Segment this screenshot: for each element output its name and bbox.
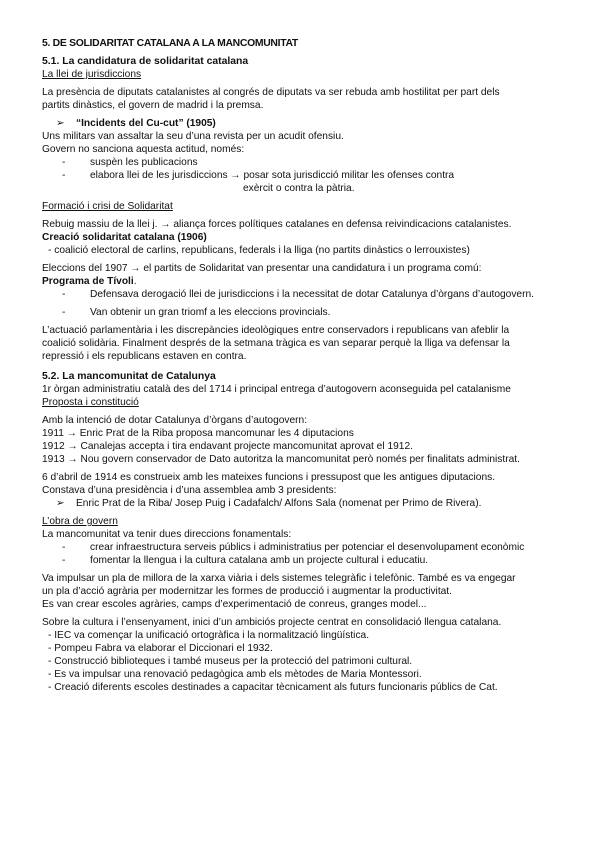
paragraph-line: 6 d’abril de 1914 es construeix amb les mateixes funcions i pressupost que les antigues diputacions. (42, 472, 496, 483)
paragraph-line: 1r òrgan administratiu català des del 1714 i principal entrega d’autogovern aconseguida pel catalanisme (42, 384, 511, 395)
paragraph-line: repressió i els republicans estaven en contra. (42, 351, 247, 362)
dash-list-item: - Defensava derogació llei de jurisdiccions i la necessitat de dotar Catalunya d’òrgans d’autogovern. (42, 288, 567, 301)
culture-list-item: - Creació diferents escoles destinades a capacitar tècnicament als futurs funcionaris públics de Cat. (48, 682, 498, 693)
culture-list-item: - Pompeu Fabra va elaborar el Diccionari el 1932. (48, 643, 273, 654)
paragraph-line: Rebuig massiu de la llei j. → aliança forces polítiques catalanes en defensa reivindicacions catalanistes. (42, 219, 512, 230)
paragraph-line: Eleccions del 1907 → el partits de Solidaritat van presentar una candidatura i un programa comú: (42, 263, 482, 274)
document-title: 5. DE SOLIDARITAT CATALANA A LA MANCOMUNITAT (42, 38, 298, 49)
culture-list-item: - Construcció biblioteques i també museus per la protecció del patrimoni cultural. (48, 656, 413, 667)
paragraph-line: L’actuació parlamentària i les discrepàncies ideològiques entre conservadors i republicans van afeblir la (42, 325, 510, 336)
paragraph-line: La presència de diputats catalanistes al congrés de diputats va ser rebuda amb hostilitat per part dels (42, 87, 500, 98)
timeline-1912: 1912 → Canalejas accepta i tira endavant projecte mancomunitat aprovat el 1912. (42, 441, 413, 452)
paragraph-line: un pla d’acció agrària per modernitzar les formes de producció i augmentar la productivitat. (42, 586, 452, 597)
dash-list-item: - suspèn les publicacions (42, 156, 567, 169)
programa-tivoli-line (42, 275, 567, 288)
paragraph-line: Es van crear escoles agràries, camps d’experimentació de conreus, granges model... (42, 599, 427, 610)
bold-heading-creacio: Creació solidaritat catalana (1906) (42, 232, 207, 243)
paragraph-line: Uns militars van assaltar la seu d’una revista per un acudit ofensiu. (42, 131, 344, 142)
section-heading-5-1: 5.1. La candidatura de solidaritat catalana (42, 56, 249, 67)
timeline-1911: 1911 → Enric Prat de la Riba proposa mancomunar les 4 diputacions (42, 428, 354, 439)
section-heading-5-2: 5.2. La mancomunitat de Catalunya (42, 371, 216, 382)
dash-list-item: - fomentar la llengua i la cultura catalana amb un projecte cultural i educatiu. (42, 554, 567, 567)
paragraph-line: Govern no sanciona aquesta actitud, només: (42, 144, 245, 155)
paragraph-line: partits dinàstics, el govern de madrid i la premsa. (42, 100, 264, 111)
paragraph-line: Va impulsar un pla de millora de la xarxa viària i dels sistemes telegràfic i telefònic. També es va engegar (42, 573, 516, 584)
subheading-obra-govern: L’obra de govern (42, 516, 118, 527)
arrow-bullet-presidents: ➢ Enric Prat de la Riba/ Josep Puig i Cadafalch/ Alfons Sala (nomenat per Primo de Rivera). (42, 497, 567, 510)
programa-tivoli: Programa de Tívoli (42, 276, 134, 287)
programa-tivoli-dot: . (133, 276, 137, 287)
dash-list-item: - crear infraestructura serveis públics i administratius per potenciar el desenvolupament econòmic (42, 541, 567, 554)
paragraph-line: Constava d’una presidència i d’una assemblea amb 3 presidents: (42, 485, 337, 496)
arrow-bullet-incidents: ➢ “Incidents del Cu-cut” (1905) (42, 117, 567, 130)
paragraph-line: Sobre la cultura i l’ensenyament, inici d’un ambiciós projecte centrat en consolidació llengua catalana. (42, 617, 502, 628)
dash-list-item: - Van obtenir un gran triomf a les eleccions provincials. (42, 306, 567, 319)
timeline-1913: 1913 → Nou govern conservador de Dato autoritza la mancomunitat però només per finalitats administrat. (42, 454, 520, 465)
paragraph-line: coalició solidària. Finalment després de la setmana tràgica es van separar perquè la lliga va defensar la (42, 338, 510, 349)
dash-list-item: - elabora llei de les jurisdiccions → posar sota jurisdicció militar les ofenses contra (42, 169, 567, 182)
dash-list-continuation: exèrcit o contra la pàtria. (243, 183, 355, 194)
culture-list-item: - Es va impulsar una renovació pedagògica amb els mètodes de Maria Montessori. (48, 669, 422, 680)
subheading-proposta: Proposta i constitució (42, 397, 139, 408)
document-page (42, 37, 567, 694)
subheading-llei-jurisdiccions: La llei de jurisdiccions (42, 69, 142, 80)
culture-list-item: - IEC va començar la unificació ortogràfica i la normalització lingüística. (48, 630, 370, 641)
subheading-formacio-crisi: Formació i crisi de Solidaritat (42, 201, 173, 212)
paragraph-line: Amb la intenció de dotar Catalunya d’òrgans d’autogovern: (42, 415, 308, 426)
creacio-description: - coalició electoral de carlins, republicans, federals i la lliga (no partits dinàstics o lerrouxistes) (48, 245, 470, 256)
paragraph-line: La mancomunitat va tenir dues direccions fonamentals: (42, 529, 292, 540)
